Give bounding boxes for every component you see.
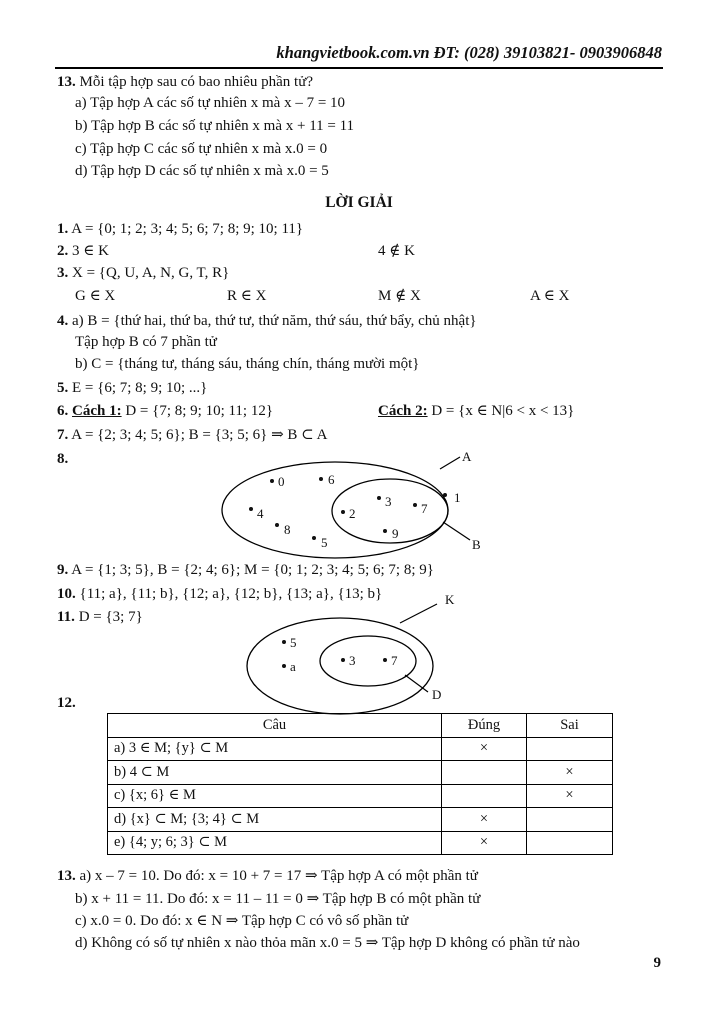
solution-12: 12. <box>57 695 76 711</box>
point-label: 0 <box>278 474 285 489</box>
solution-3-item: G ∈ X <box>75 288 116 304</box>
point-label: 8 <box>284 522 291 537</box>
table-row <box>108 737 613 761</box>
solution-1: 1. A = {0; 1; 2; 3; 4; 5; 6; 7; 8; 9; 10; 11} <box>57 221 304 237</box>
page-number: 9 <box>653 955 661 971</box>
header-cell: Sai <box>527 714 613 738</box>
venn-diagram-8 <box>222 449 481 558</box>
point-label: a <box>290 659 296 674</box>
header-cell: Đúng <box>442 714 527 738</box>
set-b-label: B <box>472 537 481 552</box>
solution-2: 2. 3 ∈ K <box>57 243 109 259</box>
solution-13-item: b) x + 11 = 11. Do đó: x = 11 – 11 = 0 ⇒ Tập hợp B có một phần tử <box>75 891 481 907</box>
solution-6: 6. Cách 1: D = {7; 8; 9; 10; 11; 12} <box>57 403 274 419</box>
cell: a) 3 ∈ M; {y} ⊂ M <box>108 737 442 761</box>
set-k-ellipse <box>247 618 433 714</box>
set-d-ellipse <box>320 636 416 686</box>
point-label: 1 <box>454 490 461 505</box>
point-label: 7 <box>421 501 428 516</box>
solution-3: 3. X = {Q, U, A, N, G, T, R} <box>57 265 230 281</box>
point-label: 4 <box>257 506 264 521</box>
point-label: 9 <box>392 526 399 541</box>
cell: × <box>442 831 527 855</box>
solution-13: 13. a) x – 7 = 10. Do đó: x = 10 + 7 = 17 ⇒ Tập hợp A có một phần tử <box>57 868 478 884</box>
point-label: 6 <box>328 472 335 487</box>
cell <box>442 761 527 785</box>
set-d-pointer <box>405 675 428 692</box>
solution-4: 4. a) B = {thứ hai, thứ ba, thứ tư, thứ năm, thứ sáu, thứ bẩy, chủ nhật} <box>57 313 477 329</box>
set-k-label: K <box>445 592 455 607</box>
solution-7: 7. A = {2; 3; 4; 5; 6}; B = {3; 5; 6} ⇒ B ⊂ A <box>57 427 328 443</box>
solution-4b: b) C = {tháng tư, tháng sáu, tháng chín, tháng mười một} <box>75 356 420 372</box>
header-cell: Câu <box>108 714 442 738</box>
venn-diagram-11 <box>247 592 455 714</box>
point-label: 3 <box>349 653 356 668</box>
problem-item: a) Tập hợp A các số tự nhiên x mà x – 7 = 10 <box>75 95 346 111</box>
solution-5: 5. E = {6; 7; 8; 9; 10; ...} <box>57 380 208 396</box>
solution-10: 10. {11; a}, {11; b}, {12; a}, {12; b}, {13; a}, {13; b} <box>57 586 383 602</box>
set-k-pointer <box>400 604 437 623</box>
table-row <box>108 831 613 855</box>
solution-3-item: R ∈ X <box>227 288 267 304</box>
point-label: 5 <box>290 635 297 650</box>
solution-4-note: Tập hợp B có 7 phần tử <box>75 334 217 350</box>
table-row <box>108 761 613 785</box>
set-a-pointer <box>440 457 460 469</box>
solution-8: 8. <box>57 451 69 467</box>
point-label: 5 <box>321 535 328 550</box>
cell <box>527 808 613 832</box>
problem-item: c) Tập hợp C các số tự nhiên x mà x.0 = 0 <box>75 141 328 157</box>
problem-item: b) Tập hợp B các số tự nhiên x mà x + 11 = 11 <box>75 118 355 134</box>
cell: × <box>442 808 527 832</box>
solution-3-item: M ∉ X <box>378 288 421 304</box>
point-label: 7 <box>391 653 398 668</box>
cell <box>527 737 613 761</box>
solution-6-way2: Cách 2: D = {x ∈ N|6 < x < 13} <box>378 403 575 419</box>
solution-13-item: d) Không có số tự nhiên x nào thỏa mãn x.0 = 5 ⇒ Tập hợp D không có phần tử nào <box>75 935 580 951</box>
point-label: 3 <box>385 494 392 509</box>
true-false-table <box>107 713 613 855</box>
set-d-label: D <box>432 687 442 702</box>
cell <box>527 831 613 855</box>
point-label: 2 <box>349 506 356 521</box>
table-row <box>108 784 613 808</box>
set-b-pointer <box>443 522 470 540</box>
problem-item: d) Tập hợp D các số tự nhiên x mà x.0 = 5 <box>75 163 329 179</box>
table-header-row <box>108 714 613 738</box>
cell: × <box>527 761 613 785</box>
set-a-ellipse <box>222 462 448 558</box>
solution-13-item: c) x.0 = 0. Do đó: x ∈ N ⇒ Tập hợp C có vô số phần tử <box>75 913 409 929</box>
page-header: khangvietbook.com.vn ĐT: (028) 39103821- 0903906848 <box>276 43 662 62</box>
problem-question: Mỗi tập hợp sau có bao nhiêu phần tử? <box>79 74 314 90</box>
cell: b) 4 ⊂ M <box>108 761 442 785</box>
cell <box>442 784 527 808</box>
set-a-label: A <box>462 449 472 464</box>
problem-number: 13. <box>57 74 76 90</box>
cell: × <box>442 737 527 761</box>
table-row <box>108 808 613 832</box>
solution-11: 11. D = {3; 7} <box>57 609 143 625</box>
solution-9: 9. A = {1; 3; 5}, B = {2; 4; 6}; M = {0; 1; 2; 3; 4; 5; 6; 7; 8; 9} <box>57 562 434 578</box>
solution-title: LỜI GIẢI <box>325 194 393 211</box>
cell: d) {x} ⊂ M; {3; 4} ⊂ M <box>108 808 442 832</box>
cell: c) {x; 6} ∈ M <box>108 784 442 808</box>
solution-2b: 4 ∉ K <box>378 243 415 259</box>
cell: × <box>527 784 613 808</box>
cell: e) {4; y; 6; 3} ⊂ M <box>108 831 442 855</box>
solution-3-item: A ∈ X <box>530 288 570 304</box>
